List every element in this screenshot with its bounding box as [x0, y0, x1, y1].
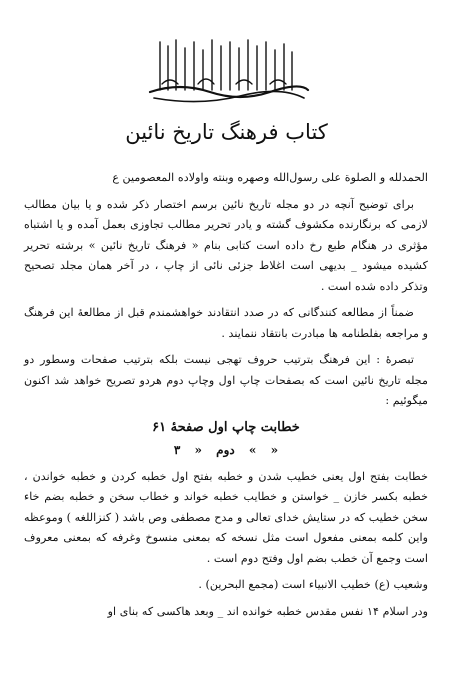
entry-khitabat: خطابت بفتح اول یعنی خطیب شدن و خطبه بفتح اول خطبه کردن و خطبه خواندن ، خطبه بکسر خازن _ خواستن و خطایب خطبه خواند و خطاب سخن و خطبه بضم خاء سخن خطیب که در ستایش خدای تعالی و مدح مصطفی وص باشد ( کنزاللغه ) وموعظه واین کلمه بمعنی مفعول است مثل نسخه که بمعنی منسوخ وغرفه که بمعنی معروف است وجمع آن خطب بضم اول وفتح دوم است .: [24, 469, 428, 565]
basmala-calligraphy: [140, 36, 315, 106]
document-body: [24, 168, 428, 628]
section-heading: خطابت چاپ اول صفحهٔ ۶۱: [152, 419, 300, 435]
opening-praise: الحمدلله و الصلوة علی رسول‌الله وصهره وبنته واولاده المعصومین ع: [112, 171, 428, 184]
intro-paragraph: برای توضیح آنچه در دو مجله تاریخ نائین برسم اختصار ذکر شده و یا بیان مطالب لازمی که برنگارنده مکشوف گشته و یادر تحریر مطالب تجاوزی بعمل آمده و یا اشتباه مؤثری در هنگام طبع رخ داده است کتابی بنام « فرهنگ تاریخ نائین » برشته تحریر کشیده میشود _ بدیهی است اغلاط جزئی نائی از چاپ ، در آخر همان مجلد تصحیح وتذکر داده شده است .: [24, 197, 428, 293]
entry-shuayb: وشعیب (ع) خطیب الانبیاء است (مجمع البحرین) .: [198, 578, 428, 591]
entry-islam: ودر اسلام ۱۴ نفس مقدس خطبه خوانده اند _ وبعد هاکسی که بنای او: [107, 604, 428, 618]
section-subheading: « » دوم « ۳: [173, 443, 279, 457]
note-paragraph: تبصرهٔ : این فرهنگ بترتیب حروف تهجی نیست بلکه بترتیب صفحات وسطور دو مجله تاریخ نائین است که بصفحات چاپ اول وچاپ دوم هردو تصریح خواهد شد اکنون میگوئیم :: [24, 353, 428, 407]
reader-request-paragraph: ضمناً از مطالعه کنندگانی که در صدد انتقادند خواهشمندم قبل از مطالعهٔ این فرهنگ و مراجعه بفلطنامه ها مبادرت بانتقاد ننمایند .: [24, 306, 428, 340]
book-title: کتاب فرهنگ تاریخ نائین: [125, 120, 328, 144]
basmala-calligraphy-icon: [140, 36, 315, 106]
